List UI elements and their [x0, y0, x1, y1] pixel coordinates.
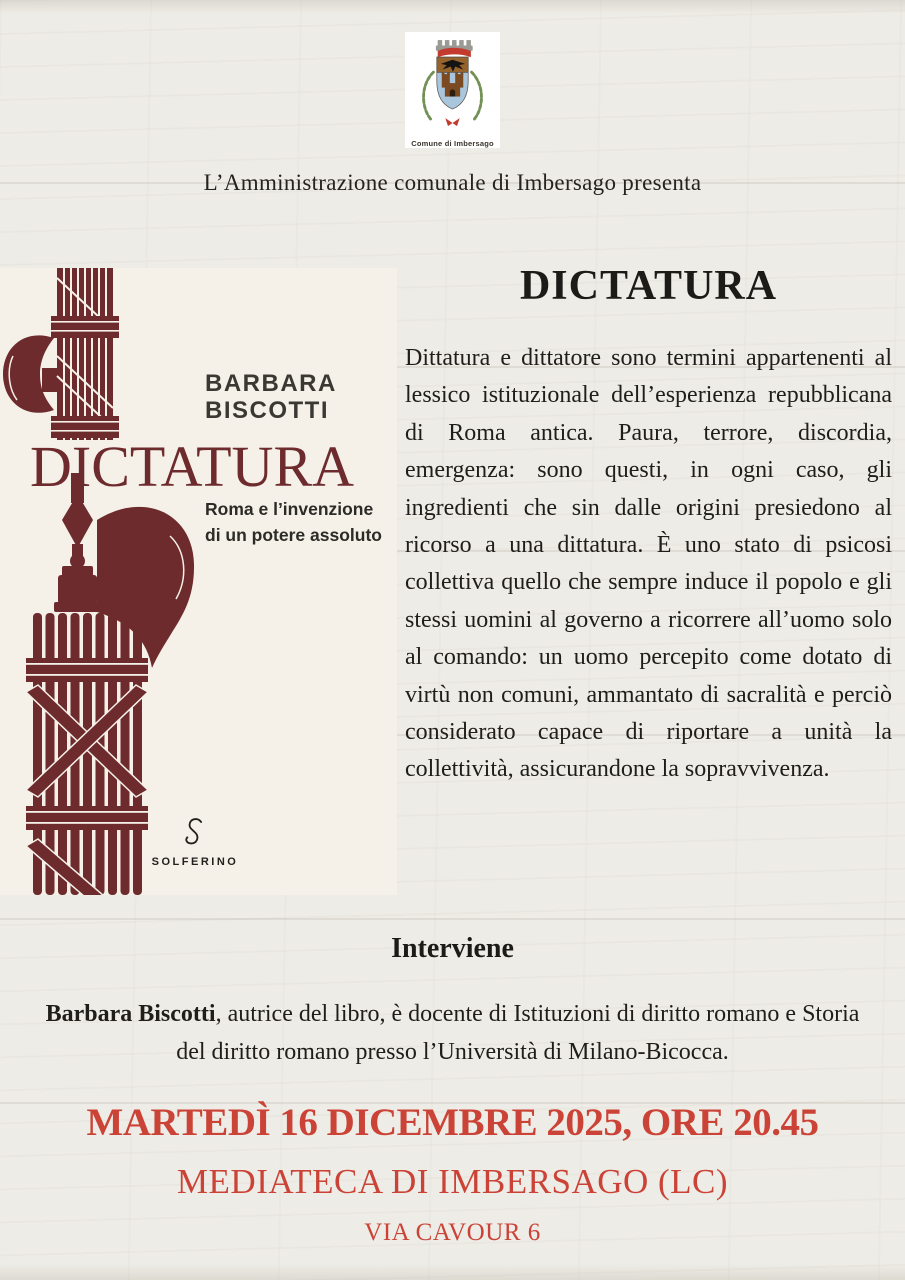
- speaker-bio-line2: romano e Storia del diritto romano presso l’Università di Milano-Bicocca.: [176, 1001, 860, 1065]
- cover-subtitle-line1: Roma e l’invenzione: [205, 499, 374, 519]
- cover-author-line1: BARBARA: [205, 370, 337, 397]
- publisher-name: SOLFERINO: [151, 856, 239, 868]
- speaker-bio: [45, 996, 860, 1071]
- speaker-section-heading: Interviene: [391, 933, 514, 964]
- presented-by-line: L’Amministrazione comunale di Imbersago presenta: [203, 170, 702, 195]
- event-venue: MEDIATECA DI IMBERSAGO (LC): [176, 1162, 729, 1201]
- cover-author-line2: BISCOTTI: [205, 397, 329, 424]
- speaker-bio-line1: , autrice del libro, è docente di Istituzioni di diritto: [215, 1001, 701, 1027]
- cover-title: DICTATURA: [30, 434, 355, 499]
- crest-caption: Comune di Imbersago: [411, 139, 494, 148]
- publisher-logo: [140, 818, 250, 868]
- event-address: VIA CAVOUR 6: [364, 1219, 541, 1246]
- cover-subtitle-line2: di un potere assoluto: [205, 525, 382, 545]
- fasces-illustration-icon: [0, 268, 397, 895]
- speaker-name: Barbara Biscotti: [45, 1001, 216, 1027]
- solferino-s-icon: [182, 836, 208, 853]
- coat-of-arms-icon: [405, 32, 500, 141]
- municipality-crest-card: [405, 32, 500, 148]
- book-description: Dittatura e dittatore sono termini appartenenti al lessico istituzionale dell’esperienza repubblicana di Roma antica. Paura, terrore, discordia, emergenza: sono questi, in ogni caso, gli ingredienti che sin dalle origini presiedono al ricorso a una dittatura. È uno stato di psicosi collettiva quello che sempre induce il popolo e gli stessi uomini al governo a ricorrere all’uomo solo al comando: un uomo percepito come dotato di virtù non comuni, ammantato di sacralità e perciò considerato capace di riportare a unità la collettività, assicurandone la sopravvivenza.: [405, 345, 892, 783]
- event-date-time: MARTEDÌ 16 DICEMBRE 2025, ORE 20.45: [86, 1101, 819, 1144]
- book-cover: [0, 268, 397, 895]
- book-title-heading: DICTATURA: [519, 263, 778, 309]
